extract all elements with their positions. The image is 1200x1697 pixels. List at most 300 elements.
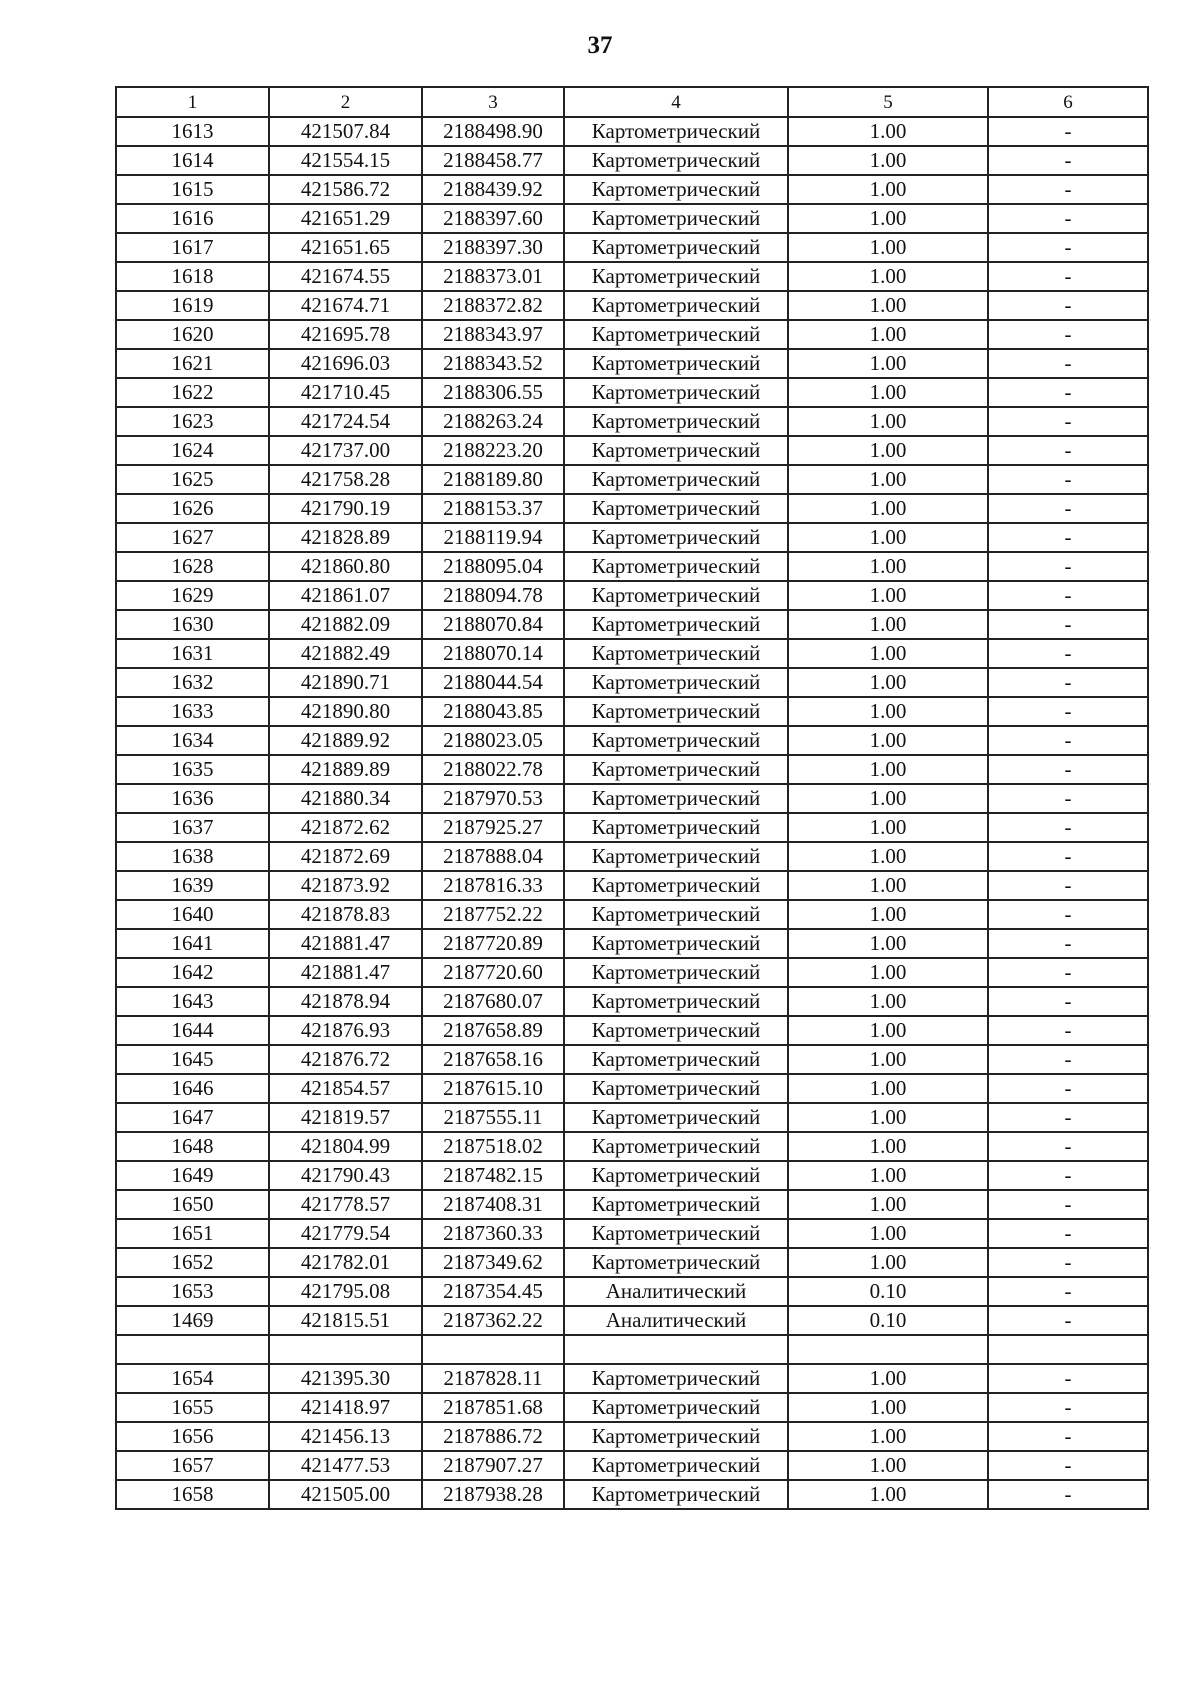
x-coordinate-cell: 421477.53 bbox=[269, 1451, 422, 1480]
accuracy-cell: 1.00 bbox=[788, 1016, 988, 1045]
table-row bbox=[116, 784, 1148, 813]
accuracy-cell: 1.00 bbox=[788, 1132, 988, 1161]
x-coordinate-cell: 421782.01 bbox=[269, 1248, 422, 1277]
note-cell: - bbox=[988, 1103, 1148, 1132]
y-coordinate-cell: 2188022.78 bbox=[422, 755, 564, 784]
method-cell: Картометрический bbox=[564, 291, 788, 320]
point-number-cell: 1640 bbox=[116, 900, 269, 929]
note-cell: - bbox=[988, 871, 1148, 900]
column-header: 4 bbox=[564, 87, 788, 117]
x-coordinate-cell: 421674.71 bbox=[269, 291, 422, 320]
x-coordinate-cell: 421505.00 bbox=[269, 1480, 422, 1509]
x-coordinate-cell: 421395.30 bbox=[269, 1364, 422, 1393]
y-coordinate-cell: 2188070.14 bbox=[422, 639, 564, 668]
x-coordinate-cell: 421815.51 bbox=[269, 1306, 422, 1335]
y-coordinate-cell: 2187518.02 bbox=[422, 1132, 564, 1161]
x-coordinate-cell: 421882.49 bbox=[269, 639, 422, 668]
table-row bbox=[116, 842, 1148, 871]
accuracy-cell: 1.00 bbox=[788, 1364, 988, 1393]
method-cell: Картометрический bbox=[564, 581, 788, 610]
note-cell: - bbox=[988, 175, 1148, 204]
table-row bbox=[116, 1132, 1148, 1161]
y-coordinate-cell: 2187362.22 bbox=[422, 1306, 564, 1335]
y-coordinate-cell: 2188095.04 bbox=[422, 552, 564, 581]
accuracy-cell: 0.10 bbox=[788, 1306, 988, 1335]
point-number-cell: 1628 bbox=[116, 552, 269, 581]
method-cell: Картометрический bbox=[564, 1132, 788, 1161]
y-coordinate-cell: 2188498.90 bbox=[422, 117, 564, 146]
table-row bbox=[116, 291, 1148, 320]
y-coordinate-cell: 2187720.89 bbox=[422, 929, 564, 958]
method-cell: Картометрический bbox=[564, 262, 788, 291]
accuracy-cell: 1.00 bbox=[788, 697, 988, 726]
method-cell: Картометрический bbox=[564, 726, 788, 755]
y-coordinate-cell: 2188343.52 bbox=[422, 349, 564, 378]
y-coordinate-cell: 2188153.37 bbox=[422, 494, 564, 523]
note-cell: - bbox=[988, 1364, 1148, 1393]
table-row bbox=[116, 610, 1148, 639]
method-cell: Картометрический bbox=[564, 465, 788, 494]
method-cell: Картометрический bbox=[564, 320, 788, 349]
point-number-cell: 1641 bbox=[116, 929, 269, 958]
point-number-cell: 1622 bbox=[116, 378, 269, 407]
point-number-cell: 1633 bbox=[116, 697, 269, 726]
column-header: 1 bbox=[116, 87, 269, 117]
point-number-cell: 1621 bbox=[116, 349, 269, 378]
note-cell: - bbox=[988, 900, 1148, 929]
x-coordinate-cell: 421878.94 bbox=[269, 987, 422, 1016]
table-row bbox=[116, 1074, 1148, 1103]
y-coordinate-cell: 2188397.60 bbox=[422, 204, 564, 233]
method-cell: Картометрический bbox=[564, 668, 788, 697]
point-number-cell: 1638 bbox=[116, 842, 269, 871]
method-cell: Картометрический bbox=[564, 1016, 788, 1045]
note-cell: - bbox=[988, 784, 1148, 813]
column-header: 5 bbox=[788, 87, 988, 117]
y-coordinate-cell: 2187907.27 bbox=[422, 1451, 564, 1480]
table-row bbox=[116, 407, 1148, 436]
accuracy-cell: 1.00 bbox=[788, 987, 988, 1016]
table-row bbox=[116, 494, 1148, 523]
note-cell: - bbox=[988, 755, 1148, 784]
table-row bbox=[116, 320, 1148, 349]
table-row bbox=[116, 1393, 1148, 1422]
y-coordinate-cell: 2188044.54 bbox=[422, 668, 564, 697]
point-number-cell: 1627 bbox=[116, 523, 269, 552]
table-row bbox=[116, 204, 1148, 233]
table-row bbox=[116, 668, 1148, 697]
x-coordinate-cell: 421456.13 bbox=[269, 1422, 422, 1451]
table-row bbox=[116, 233, 1148, 262]
note-cell: - bbox=[988, 436, 1148, 465]
point-number-cell: 1651 bbox=[116, 1219, 269, 1248]
accuracy-cell: 1.00 bbox=[788, 668, 988, 697]
x-coordinate-cell: 421873.92 bbox=[269, 871, 422, 900]
table-row bbox=[116, 1480, 1148, 1509]
note-cell: - bbox=[988, 146, 1148, 175]
column-header: 6 bbox=[988, 87, 1148, 117]
method-cell: Картометрический bbox=[564, 175, 788, 204]
point-number-cell: 1643 bbox=[116, 987, 269, 1016]
y-coordinate-cell: 2187888.04 bbox=[422, 842, 564, 871]
x-coordinate-cell: 421878.83 bbox=[269, 900, 422, 929]
table-row bbox=[116, 1016, 1148, 1045]
column-header: 2 bbox=[269, 87, 422, 117]
point-number-cell: 1624 bbox=[116, 436, 269, 465]
accuracy-cell: 1.00 bbox=[788, 639, 988, 668]
y-coordinate-cell: 2188043.85 bbox=[422, 697, 564, 726]
table-row bbox=[116, 1161, 1148, 1190]
point-number-cell: 1642 bbox=[116, 958, 269, 987]
method-cell: Картометрический bbox=[564, 813, 788, 842]
x-coordinate-cell: 421737.00 bbox=[269, 436, 422, 465]
x-coordinate-cell bbox=[269, 1335, 422, 1364]
point-number-cell: 1649 bbox=[116, 1161, 269, 1190]
note-cell: - bbox=[988, 320, 1148, 349]
y-coordinate-cell: 2188119.94 bbox=[422, 523, 564, 552]
table-row bbox=[116, 1248, 1148, 1277]
y-coordinate-cell: 2188458.77 bbox=[422, 146, 564, 175]
accuracy-cell: 0.10 bbox=[788, 1277, 988, 1306]
x-coordinate-cell: 421507.84 bbox=[269, 117, 422, 146]
method-cell: Картометрический bbox=[564, 1103, 788, 1132]
note-cell: - bbox=[988, 1045, 1148, 1074]
point-number-cell: 1639 bbox=[116, 871, 269, 900]
point-number-cell: 1645 bbox=[116, 1045, 269, 1074]
point-number-cell: 1615 bbox=[116, 175, 269, 204]
note-cell: - bbox=[988, 1248, 1148, 1277]
y-coordinate-cell: 2188343.97 bbox=[422, 320, 564, 349]
table-row bbox=[116, 929, 1148, 958]
method-cell: Картометрический bbox=[564, 1248, 788, 1277]
method-cell: Картометрический bbox=[564, 523, 788, 552]
note-cell: - bbox=[988, 523, 1148, 552]
point-number-cell: 1635 bbox=[116, 755, 269, 784]
table-row bbox=[116, 871, 1148, 900]
note-cell bbox=[988, 1335, 1148, 1364]
y-coordinate-cell: 2188263.24 bbox=[422, 407, 564, 436]
y-coordinate-cell: 2187851.68 bbox=[422, 1393, 564, 1422]
accuracy-cell: 1.00 bbox=[788, 349, 988, 378]
x-coordinate-cell: 421828.89 bbox=[269, 523, 422, 552]
x-coordinate-cell: 421872.62 bbox=[269, 813, 422, 842]
method-cell: Картометрический bbox=[564, 871, 788, 900]
note-cell: - bbox=[988, 378, 1148, 407]
table-row bbox=[116, 262, 1148, 291]
accuracy-cell: 1.00 bbox=[788, 320, 988, 349]
note-cell: - bbox=[988, 581, 1148, 610]
x-coordinate-cell: 421804.99 bbox=[269, 1132, 422, 1161]
accuracy-cell: 1.00 bbox=[788, 813, 988, 842]
note-cell: - bbox=[988, 117, 1148, 146]
method-cell: Картометрический bbox=[564, 378, 788, 407]
x-coordinate-cell: 421872.69 bbox=[269, 842, 422, 871]
method-cell: Аналитический bbox=[564, 1306, 788, 1335]
method-cell: Картометрический bbox=[564, 697, 788, 726]
y-coordinate-cell: 2187658.16 bbox=[422, 1045, 564, 1074]
y-coordinate-cell: 2187752.22 bbox=[422, 900, 564, 929]
x-coordinate-cell: 421876.93 bbox=[269, 1016, 422, 1045]
note-cell: - bbox=[988, 1074, 1148, 1103]
table-row bbox=[116, 639, 1148, 668]
method-cell: Картометрический bbox=[564, 900, 788, 929]
accuracy-cell: 1.00 bbox=[788, 1190, 988, 1219]
x-coordinate-cell: 421854.57 bbox=[269, 1074, 422, 1103]
accuracy-cell: 1.00 bbox=[788, 1103, 988, 1132]
accuracy-cell: 1.00 bbox=[788, 291, 988, 320]
note-cell: - bbox=[988, 842, 1148, 871]
table-row bbox=[116, 146, 1148, 175]
y-coordinate-cell: 2187354.45 bbox=[422, 1277, 564, 1306]
accuracy-cell: 1.00 bbox=[788, 726, 988, 755]
accuracy-cell: 1.00 bbox=[788, 1074, 988, 1103]
point-number-cell: 1630 bbox=[116, 610, 269, 639]
note-cell: - bbox=[988, 726, 1148, 755]
table-row bbox=[116, 552, 1148, 581]
x-coordinate-cell: 421889.89 bbox=[269, 755, 422, 784]
method-cell: Картометрический bbox=[564, 929, 788, 958]
accuracy-cell: 1.00 bbox=[788, 581, 988, 610]
note-cell: - bbox=[988, 407, 1148, 436]
column-header: 3 bbox=[422, 87, 564, 117]
note-cell: - bbox=[988, 1306, 1148, 1335]
method-cell: Картометрический bbox=[564, 1451, 788, 1480]
x-coordinate-cell: 421882.09 bbox=[269, 610, 422, 639]
y-coordinate-cell: 2187970.53 bbox=[422, 784, 564, 813]
x-coordinate-cell: 421819.57 bbox=[269, 1103, 422, 1132]
accuracy-cell bbox=[788, 1335, 988, 1364]
y-coordinate-cell: 2187680.07 bbox=[422, 987, 564, 1016]
table-row bbox=[116, 1045, 1148, 1074]
method-cell: Картометрический bbox=[564, 987, 788, 1016]
point-number-cell: 1617 bbox=[116, 233, 269, 262]
y-coordinate-cell: 2188070.84 bbox=[422, 610, 564, 639]
note-cell: - bbox=[988, 1393, 1148, 1422]
table-row bbox=[116, 349, 1148, 378]
accuracy-cell: 1.00 bbox=[788, 610, 988, 639]
y-coordinate-cell: 2188397.30 bbox=[422, 233, 564, 262]
table-row bbox=[116, 465, 1148, 494]
point-number-cell: 1652 bbox=[116, 1248, 269, 1277]
y-coordinate-cell: 2187482.15 bbox=[422, 1161, 564, 1190]
note-cell: - bbox=[988, 1016, 1148, 1045]
table-row bbox=[116, 813, 1148, 842]
method-cell: Картометрический bbox=[564, 784, 788, 813]
y-coordinate-cell: 2187360.33 bbox=[422, 1219, 564, 1248]
table-row bbox=[116, 1103, 1148, 1132]
point-number-cell: 1646 bbox=[116, 1074, 269, 1103]
table-header-row bbox=[116, 87, 1148, 117]
method-cell: Картометрический bbox=[564, 639, 788, 668]
accuracy-cell: 1.00 bbox=[788, 1393, 988, 1422]
y-coordinate-cell: 2188223.20 bbox=[422, 436, 564, 465]
accuracy-cell: 1.00 bbox=[788, 900, 988, 929]
note-cell: - bbox=[988, 1219, 1148, 1248]
accuracy-cell: 1.00 bbox=[788, 871, 988, 900]
method-cell bbox=[564, 1335, 788, 1364]
accuracy-cell: 1.00 bbox=[788, 523, 988, 552]
point-number-cell: 1619 bbox=[116, 291, 269, 320]
note-cell: - bbox=[988, 610, 1148, 639]
y-coordinate-cell: 2188306.55 bbox=[422, 378, 564, 407]
table-row bbox=[116, 1422, 1148, 1451]
point-number-cell: 1614 bbox=[116, 146, 269, 175]
point-number-cell: 1644 bbox=[116, 1016, 269, 1045]
accuracy-cell: 1.00 bbox=[788, 1248, 988, 1277]
x-coordinate-cell: 421724.54 bbox=[269, 407, 422, 436]
point-number-cell: 1618 bbox=[116, 262, 269, 291]
y-coordinate-cell: 2188372.82 bbox=[422, 291, 564, 320]
y-coordinate-cell: 2187720.60 bbox=[422, 958, 564, 987]
x-coordinate-cell: 421674.55 bbox=[269, 262, 422, 291]
method-cell: Картометрический bbox=[564, 1161, 788, 1190]
x-coordinate-cell: 421795.08 bbox=[269, 1277, 422, 1306]
point-number-cell: 1469 bbox=[116, 1306, 269, 1335]
table-row bbox=[116, 1364, 1148, 1393]
accuracy-cell: 1.00 bbox=[788, 1480, 988, 1509]
accuracy-cell: 1.00 bbox=[788, 1422, 988, 1451]
x-coordinate-cell: 421861.07 bbox=[269, 581, 422, 610]
accuracy-cell: 1.00 bbox=[788, 378, 988, 407]
accuracy-cell: 1.00 bbox=[788, 465, 988, 494]
table-row bbox=[116, 523, 1148, 552]
point-number-cell: 1637 bbox=[116, 813, 269, 842]
x-coordinate-cell: 421860.80 bbox=[269, 552, 422, 581]
x-coordinate-cell: 421696.03 bbox=[269, 349, 422, 378]
method-cell: Картометрический bbox=[564, 1364, 788, 1393]
method-cell: Картометрический bbox=[564, 842, 788, 871]
point-number-cell: 1648 bbox=[116, 1132, 269, 1161]
x-coordinate-cell: 421890.80 bbox=[269, 697, 422, 726]
point-number-cell: 1623 bbox=[116, 407, 269, 436]
method-cell: Картометрический bbox=[564, 1045, 788, 1074]
point-number-cell: 1613 bbox=[116, 117, 269, 146]
x-coordinate-cell: 421876.72 bbox=[269, 1045, 422, 1074]
y-coordinate-cell: 2188189.80 bbox=[422, 465, 564, 494]
table-row bbox=[116, 726, 1148, 755]
accuracy-cell: 1.00 bbox=[788, 262, 988, 291]
note-cell: - bbox=[988, 465, 1148, 494]
method-cell: Картометрический bbox=[564, 610, 788, 639]
note-cell: - bbox=[988, 1161, 1148, 1190]
table-row bbox=[116, 1277, 1148, 1306]
point-number-cell: 1653 bbox=[116, 1277, 269, 1306]
x-coordinate-cell: 421779.54 bbox=[269, 1219, 422, 1248]
accuracy-cell: 1.00 bbox=[788, 146, 988, 175]
x-coordinate-cell: 421890.71 bbox=[269, 668, 422, 697]
accuracy-cell: 1.00 bbox=[788, 958, 988, 987]
y-coordinate-cell: 2187658.89 bbox=[422, 1016, 564, 1045]
note-cell: - bbox=[988, 697, 1148, 726]
accuracy-cell: 1.00 bbox=[788, 1161, 988, 1190]
point-number-cell: 1632 bbox=[116, 668, 269, 697]
note-cell: - bbox=[988, 1480, 1148, 1509]
x-coordinate-cell: 421881.47 bbox=[269, 958, 422, 987]
method-cell: Картометрический bbox=[564, 552, 788, 581]
point-number-cell: 1658 bbox=[116, 1480, 269, 1509]
x-coordinate-cell: 421758.28 bbox=[269, 465, 422, 494]
x-coordinate-cell: 421651.65 bbox=[269, 233, 422, 262]
method-cell: Картометрический bbox=[564, 1190, 788, 1219]
table-row bbox=[116, 175, 1148, 204]
accuracy-cell: 1.00 bbox=[788, 755, 988, 784]
note-cell: - bbox=[988, 813, 1148, 842]
x-coordinate-cell: 421881.47 bbox=[269, 929, 422, 958]
point-number-cell: 1656 bbox=[116, 1422, 269, 1451]
note-cell: - bbox=[988, 1132, 1148, 1161]
point-number-cell: 1657 bbox=[116, 1451, 269, 1480]
table-row bbox=[116, 1335, 1148, 1364]
method-cell: Картометрический bbox=[564, 204, 788, 233]
method-cell: Картометрический bbox=[564, 755, 788, 784]
method-cell: Картометрический bbox=[564, 349, 788, 378]
method-cell: Картометрический bbox=[564, 1422, 788, 1451]
accuracy-cell: 1.00 bbox=[788, 842, 988, 871]
point-number-cell: 1654 bbox=[116, 1364, 269, 1393]
table-row bbox=[116, 987, 1148, 1016]
note-cell: - bbox=[988, 291, 1148, 320]
y-coordinate-cell: 2188373.01 bbox=[422, 262, 564, 291]
page-number: 37 bbox=[587, 32, 613, 59]
table-row bbox=[116, 436, 1148, 465]
y-coordinate-cell: 2187408.31 bbox=[422, 1190, 564, 1219]
y-coordinate-cell: 2188094.78 bbox=[422, 581, 564, 610]
point-number-cell: 1625 bbox=[116, 465, 269, 494]
table-row bbox=[116, 1451, 1148, 1480]
method-cell: Картометрический bbox=[564, 958, 788, 987]
method-cell: Картометрический bbox=[564, 1480, 788, 1509]
note-cell: - bbox=[988, 233, 1148, 262]
accuracy-cell: 1.00 bbox=[788, 552, 988, 581]
method-cell: Картометрический bbox=[564, 1074, 788, 1103]
y-coordinate-cell: 2187816.33 bbox=[422, 871, 564, 900]
x-coordinate-cell: 421695.78 bbox=[269, 320, 422, 349]
method-cell: Картометрический bbox=[564, 1219, 788, 1248]
note-cell: - bbox=[988, 1277, 1148, 1306]
point-number-cell bbox=[116, 1335, 269, 1364]
method-cell: Картометрический bbox=[564, 117, 788, 146]
table-row bbox=[116, 900, 1148, 929]
x-coordinate-cell: 421889.92 bbox=[269, 726, 422, 755]
method-cell: Картометрический bbox=[564, 407, 788, 436]
point-number-cell: 1655 bbox=[116, 1393, 269, 1422]
y-coordinate-cell: 2187555.11 bbox=[422, 1103, 564, 1132]
accuracy-cell: 1.00 bbox=[788, 436, 988, 465]
x-coordinate-cell: 421418.97 bbox=[269, 1393, 422, 1422]
x-coordinate-cell: 421554.15 bbox=[269, 146, 422, 175]
method-cell: Картометрический bbox=[564, 233, 788, 262]
table-row bbox=[116, 958, 1148, 987]
x-coordinate-cell: 421710.45 bbox=[269, 378, 422, 407]
table-row bbox=[116, 378, 1148, 407]
point-number-cell: 1636 bbox=[116, 784, 269, 813]
note-cell: - bbox=[988, 349, 1148, 378]
y-coordinate-cell bbox=[422, 1335, 564, 1364]
note-cell: - bbox=[988, 552, 1148, 581]
method-cell: Картометрический bbox=[564, 146, 788, 175]
point-number-cell: 1650 bbox=[116, 1190, 269, 1219]
method-cell: Картометрический bbox=[564, 1393, 788, 1422]
x-coordinate-cell: 421586.72 bbox=[269, 175, 422, 204]
note-cell: - bbox=[988, 262, 1148, 291]
note-cell: - bbox=[988, 1451, 1148, 1480]
table-row bbox=[116, 1219, 1148, 1248]
point-number-cell: 1634 bbox=[116, 726, 269, 755]
note-cell: - bbox=[988, 494, 1148, 523]
coordinates-table bbox=[115, 86, 1149, 1510]
note-cell: - bbox=[988, 1422, 1148, 1451]
y-coordinate-cell: 2187886.72 bbox=[422, 1422, 564, 1451]
